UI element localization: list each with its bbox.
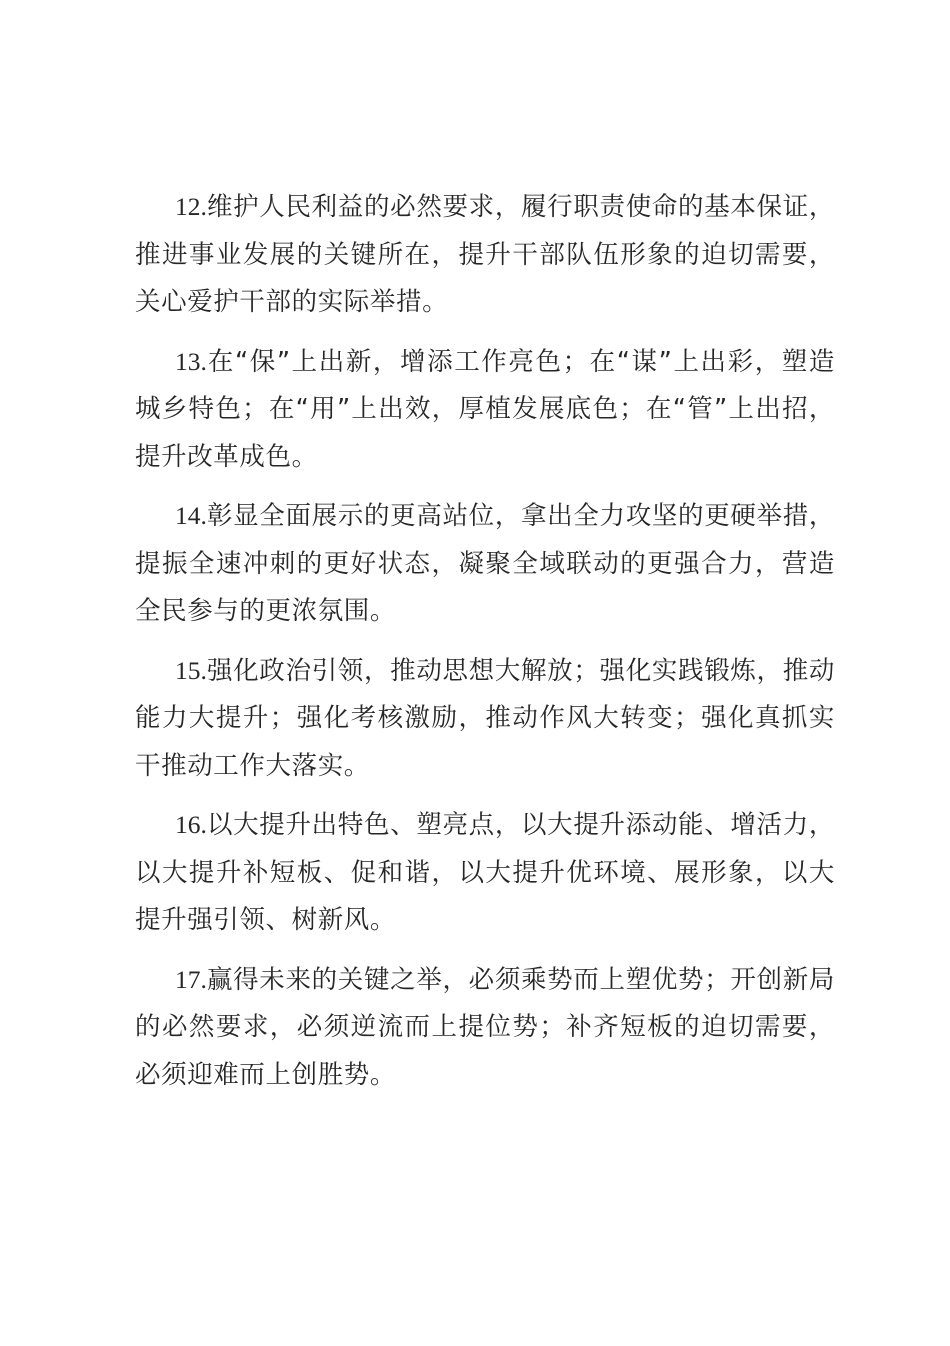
paragraph-text: 以大提升出特色、塑亮点，以大提升添动能、增活力，以大提升补短板、促和谐，以大提升优环境、展形象，以大提升强引领、树新风。: [135, 810, 835, 935]
paragraph-number: 15.: [175, 655, 207, 685]
paragraph-number: 13.: [175, 346, 207, 376]
paragraph-12: [135, 183, 835, 327]
paragraph-17: [135, 956, 835, 1100]
paragraph-text: 维护人民利益的必然要求，履行职责使命的基本保证，推进事业发展的关键所在，提升干部队伍形象的迫切需要，关心爱护干部的实际举措。: [135, 192, 835, 317]
paragraph-text: 赢得未来的关键之举，必须乘势而上塑优势；开创新局的必然要求，必须逆流而上提位势；补齐短板的迫切需要，必须迎难而上创胜势。: [135, 964, 835, 1090]
paragraph-14: [135, 492, 835, 636]
paragraph-number: 16.: [175, 810, 207, 839]
paragraph-16: [135, 801, 835, 945]
paragraph-15: [135, 647, 835, 791]
paragraph-number: 17.: [175, 964, 207, 994]
paragraph-text: 在“保”上出新，增添工作亮色；在“谋”上出彩，塑造城乡特色；在“用”上出效，厚植发展底色；在“管”上出招，提升改革成色。: [135, 346, 836, 472]
paragraph-number: 12.: [175, 192, 207, 221]
paragraph-text: 强化政治引领，推动思想大解放；强化实践锻炼，推动能力大提升；强化考核激励，推动作风大转变；强化真抓实干推动工作大落实。: [135, 655, 835, 781]
document-body: [135, 183, 835, 1110]
paragraph-number: 14.: [175, 501, 207, 530]
paragraph-text: 彰显全面展示的更高站位，拿出全力攻坚的更硬举措，提振全速冲刺的更好状态，凝聚全域联动的更强合力，营造全民参与的更浓氛围。: [135, 501, 835, 626]
paragraph-13: [135, 338, 835, 482]
